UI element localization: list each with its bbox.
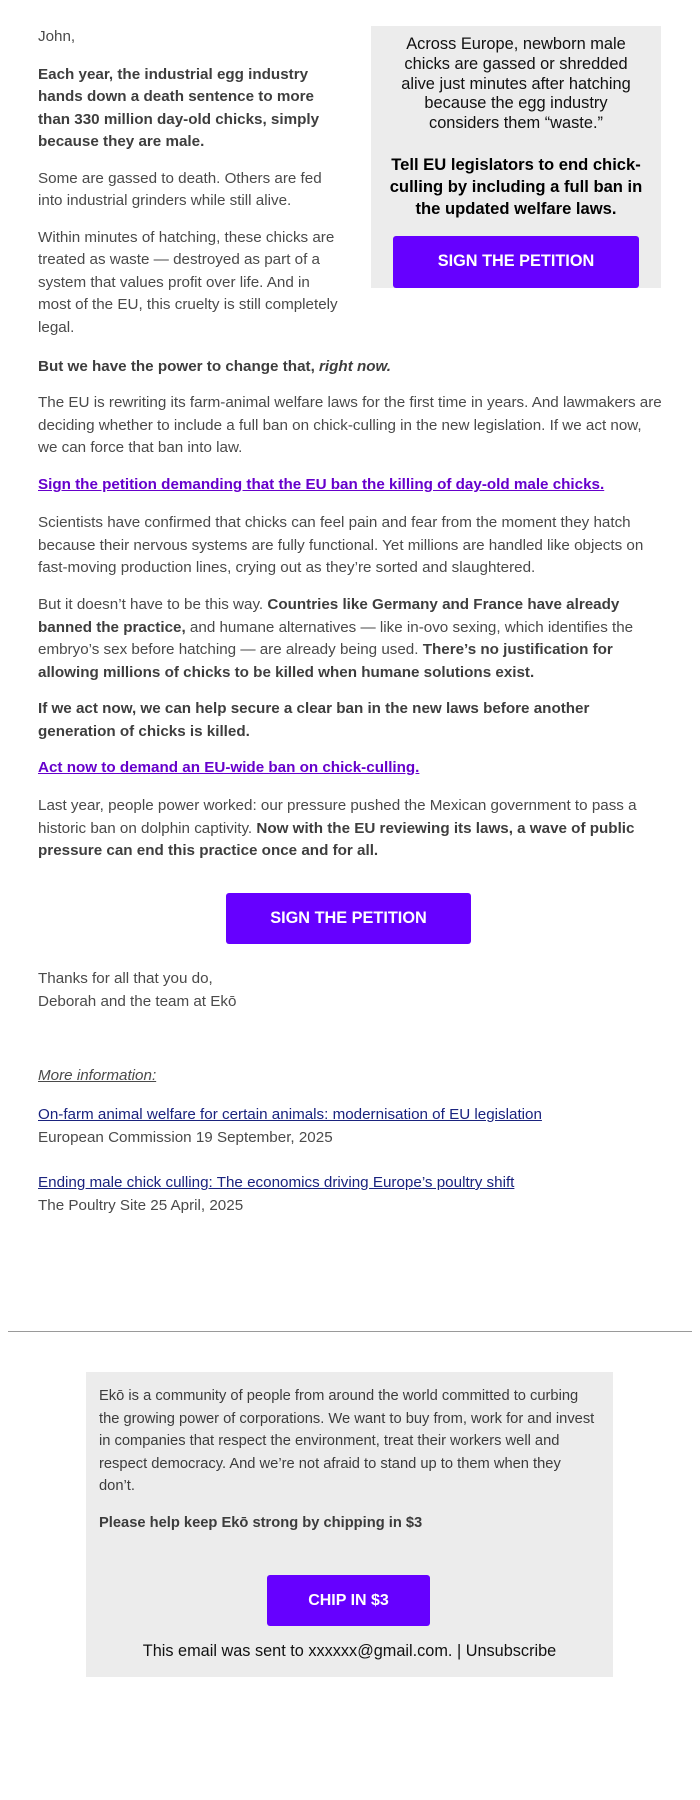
- more-info-link-2[interactable]: Ending male chick culling: The economics driving Europe’s poultry shift: [38, 1174, 515, 1191]
- left-column: [38, 26, 338, 339]
- more-info-source-1: European Commission 19 September, 2025: [38, 1128, 333, 1146]
- sent-text: This email was sent to xxxxxx@gmail.com. |: [142, 1642, 466, 1660]
- sign-petition-button-top[interactable]: SIGN THE PETITION: [393, 236, 639, 288]
- more-info-heading: More information:: [38, 1067, 157, 1084]
- more-info-link-1[interactable]: On-farm animal welfare for certain animals: modernisation of EU legislation: [38, 1106, 542, 1123]
- scientists-paragraph: Scientists have confirmed that chicks can feel pain and fear from the moment they hatch because their nervous systems are fully functional. Yet millions are handled like objects on fast-moving production lines, crying out as they’re sorted and slaughtered.: [38, 514, 644, 576]
- rewriting-paragraph: The EU is rewriting its farm-animal welfare laws for the first time in years. And lawmakers are deciding whether to include a full ban on chick-culling in the new legislation. If we act now, we can force that ban into law.: [38, 394, 662, 456]
- unsubscribe-link[interactable]: Unsubscribe: [465, 1642, 557, 1660]
- more-info-item: [38, 1172, 662, 1217]
- footer-box: [86, 1372, 613, 1677]
- more-info-item: [38, 1104, 662, 1149]
- power-text: But we have the power to change that,: [38, 358, 320, 375]
- callout-intro: Across Europe, newborn male chicks are gassed or shredded alive just minutes after hatching because the egg industry considers them “waste.”: [401, 35, 631, 133]
- sent-notice: [86, 1641, 613, 1661]
- footer-help-bold: Please help keep Ekō strong by chipping in $3: [99, 1514, 423, 1531]
- callout-call-to-action: Tell EU legislators to end chick-culling by including a full ban in the updated welfare laws.: [389, 154, 643, 218]
- petition-callout-box: [371, 26, 661, 288]
- petition-link-paragraph: [38, 474, 662, 497]
- footer-divider: [8, 1331, 692, 1332]
- more-info-source-2: The Poultry Site 25 April, 2025: [38, 1196, 244, 1214]
- chip-in-button[interactable]: CHIP IN $3: [267, 1575, 430, 1626]
- alternatives-bold-1: Countries like Germany and France have already banned the practice,: [38, 596, 620, 636]
- alternatives-text-1: But it doesn’t have to be this way.: [38, 596, 268, 613]
- power-paragraph: [38, 356, 662, 379]
- footer-about: Ekō is a community of people from around the world committed to curbing the growing power of corporations. We want to buy from, work for and invest in companies that respect the environment, treat their workers well and respect democracy. And we’re not afraid to stand up to them when they don’t.: [99, 1388, 595, 1494]
- gassed-paragraph: Some are gassed to death. Others are fed into industrial grinders while still alive.: [38, 169, 322, 209]
- signoff: [38, 968, 662, 1013]
- alternatives-text-2: and humane alternatives — like in-ovo sexing, which identifies the embryo’s sex before hatching — are already being used.: [38, 618, 634, 658]
- signoff-line-2: Deborah and the team at Ekō: [38, 992, 237, 1010]
- alternatives-paragraph: [38, 594, 662, 684]
- minutes-paragraph: Within minutes of hatching, these chicks are treated as waste — destroyed as part of a system that values profit over life. And in most of the EU, this cruelty is still completely legal.: [38, 228, 338, 336]
- greeting: John,: [38, 28, 76, 45]
- act-link-paragraph: [38, 757, 662, 780]
- last-year-paragraph: [38, 795, 662, 863]
- act-now-bold-paragraph: If we act now, we can help secure a clear ban in the new laws before another generation of chicks is killed.: [38, 700, 590, 740]
- act-now-link[interactable]: Act now to demand an EU-wide ban on chick-culling.: [38, 759, 420, 776]
- last-year-bold: Now with the EU reviewing its laws, a wave of public pressure can end this practice once and for all.: [38, 819, 635, 859]
- signoff-line-1: Thanks for all that you do,: [38, 970, 213, 987]
- last-year-text: Last year, people power worked: our pressure pushed the Mexican government to pass a historic ban on dolphin captivity.: [38, 797, 637, 837]
- sign-petition-button-main[interactable]: SIGN THE PETITION: [226, 893, 471, 944]
- power-emphasis: right now.: [319, 358, 392, 375]
- sign-petition-link[interactable]: Sign the petition demanding that the EU ban the killing of day-old male chicks.: [38, 476, 605, 493]
- alternatives-bold-2: There’s no justification for allowing millions of chicks to be killed when humane solutions exist.: [38, 641, 613, 681]
- intro-bold-paragraph: Each year, the industrial egg industry hands down a death sentence to more than 330 million day-old chicks, simply because they are male.: [38, 65, 320, 150]
